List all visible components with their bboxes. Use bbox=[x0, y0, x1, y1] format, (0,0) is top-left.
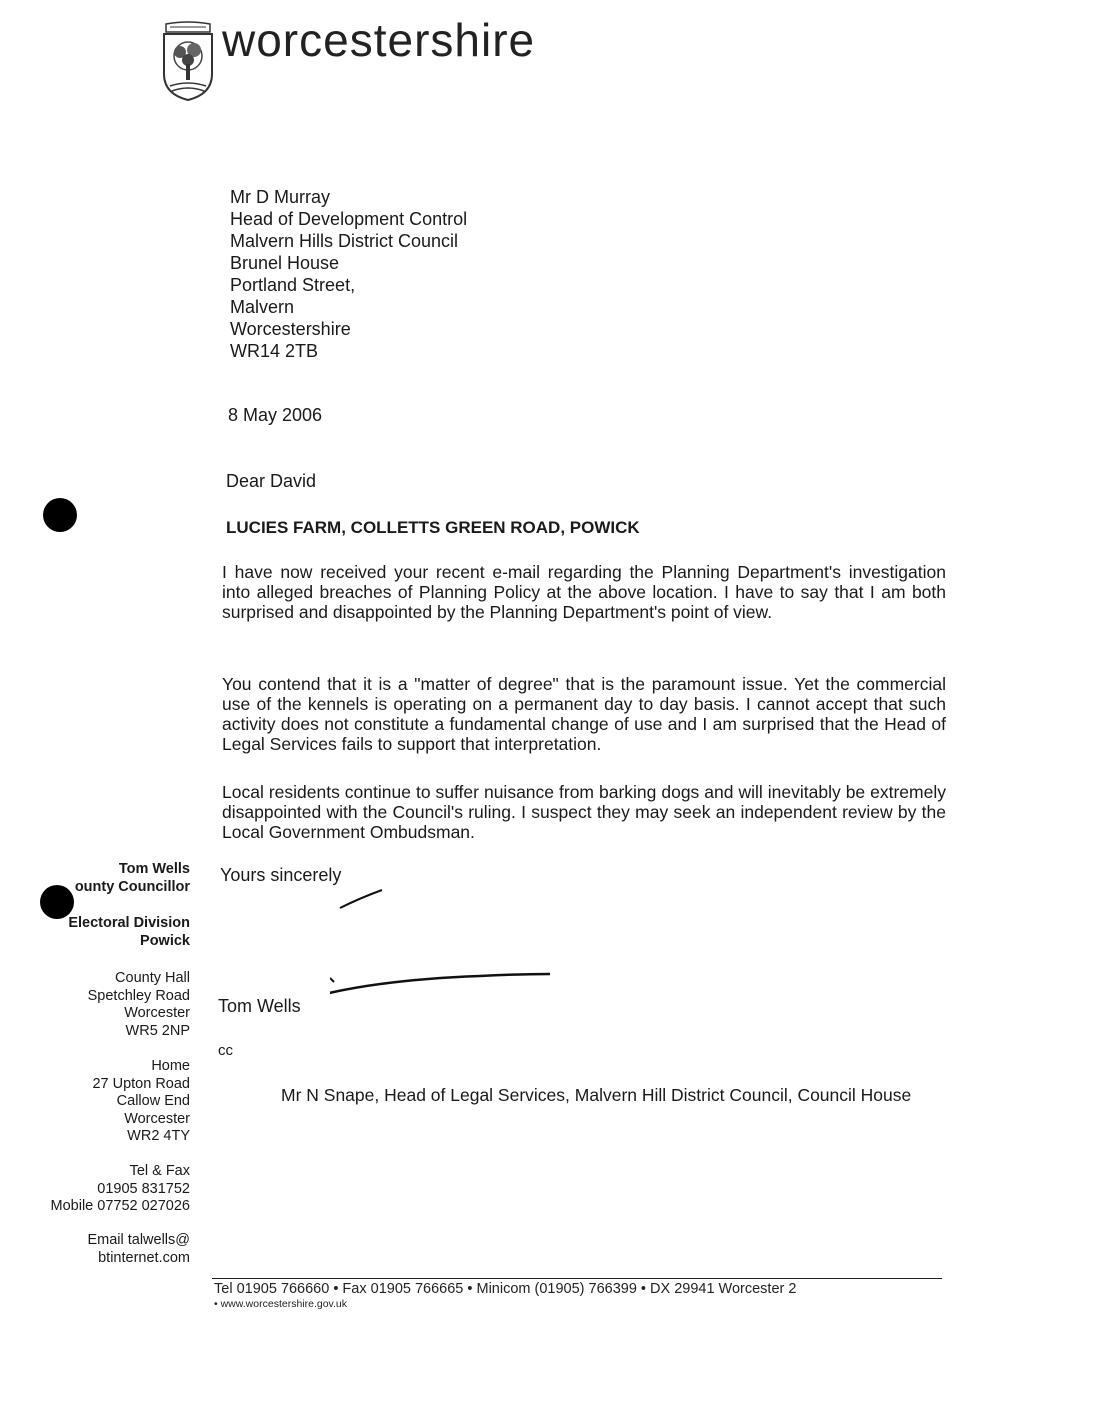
body-paragraph: I have now received your recent e-mail regarding the Planning Department's investigation into alleged breaches of Planning Policy at the above location. I have to say that I am both surprised and disappointed by the Planning Department's point of view. bbox=[222, 562, 946, 622]
logo-wordmark: worcestershire bbox=[222, 14, 536, 66]
hole-punch bbox=[43, 498, 77, 532]
sidebar-councillor bbox=[75, 861, 190, 896]
sidebar-office-address bbox=[88, 970, 190, 1040]
sidebar-division bbox=[68, 915, 190, 950]
signature-name: Tom Wells bbox=[218, 996, 301, 1016]
address-line: Head of Development Control bbox=[230, 209, 468, 229]
division-name: Powick bbox=[140, 932, 190, 949]
office-line: Worcester bbox=[124, 1005, 190, 1021]
footer-contact-line: Tel 01905 766660 • Fax 01905 766665 • Minicom (01905) 766399 • DX 29941 Worcester 2 bbox=[214, 1281, 797, 1297]
signature-icon bbox=[330, 880, 570, 1010]
body-paragraph: You contend that it is a "matter of degree" that is the paramount issue. Yet the commercial use of the kennels is operating on a permanent day to day basis. I cannot accept that such activity does not constitute a fundamental change of use and I am surprised that the Head of Legal Services fails to support that interpretation. bbox=[222, 674, 946, 754]
recipient-address bbox=[230, 186, 467, 362]
cc-recipient: Mr N Snape, Head of Legal Services, Malvern Hill District Council, Council House bbox=[281, 1085, 912, 1105]
footer-website: • www.worcestershire.gov.uk bbox=[214, 1298, 348, 1310]
home-line: 27 Upton Road bbox=[92, 1075, 190, 1092]
address-line: Portland Street, bbox=[230, 275, 356, 295]
sidebar-contact bbox=[51, 1163, 190, 1216]
salutation: Dear David bbox=[226, 471, 317, 491]
home-line: Callow End bbox=[116, 1093, 190, 1109]
email-line: btinternet.com bbox=[98, 1249, 190, 1266]
office-line: County Hall bbox=[115, 970, 190, 986]
footer-divider bbox=[212, 1278, 942, 1279]
letter-date: 8 May 2006 bbox=[228, 405, 323, 425]
hole-punch bbox=[40, 885, 74, 919]
address-line: Brunel House bbox=[230, 253, 340, 273]
home-line: Home bbox=[151, 1058, 190, 1074]
office-line: WR5 2NP bbox=[125, 1022, 190, 1039]
contact-line: Mobile 07752 027026 bbox=[50, 1198, 190, 1214]
address-line: Mr D Murray bbox=[230, 187, 330, 207]
home-line: Worcester bbox=[124, 1110, 190, 1127]
home-line: WR2 4TY bbox=[127, 1128, 190, 1144]
email-line: Email talwells@ bbox=[87, 1232, 190, 1248]
cc-label: cc bbox=[218, 1042, 233, 1059]
body-paragraph: Local residents continue to suffer nuisance from barking dogs and will inevitably be extremely disappointed with the Council's ruling. I suspect they may seek an independent review by the Local Government Ombudsman. bbox=[222, 782, 946, 842]
councillor-role: ounty Councillor bbox=[74, 878, 190, 895]
contact-line: 01905 831752 bbox=[97, 1180, 190, 1197]
contact-line: Tel & Fax bbox=[129, 1163, 190, 1179]
sidebar-home-address bbox=[92, 1058, 190, 1146]
office-line: Spetchley Road bbox=[87, 987, 190, 1004]
division-label: Electoral Division bbox=[68, 915, 190, 931]
address-line: Worcestershire bbox=[230, 319, 351, 339]
address-line: Malvern Hills District Council bbox=[230, 231, 459, 251]
closing: Yours sincerely bbox=[220, 865, 342, 885]
address-line: WR14 2TB bbox=[230, 341, 319, 361]
councillor-name: Tom Wells bbox=[118, 861, 190, 877]
sidebar-email bbox=[87, 1232, 190, 1267]
address-line: Malvern bbox=[230, 297, 295, 317]
subject-line: LUCIES FARM, COLLETTS GREEN ROAD, POWICK bbox=[226, 518, 640, 537]
county-crest-icon bbox=[160, 20, 216, 104]
